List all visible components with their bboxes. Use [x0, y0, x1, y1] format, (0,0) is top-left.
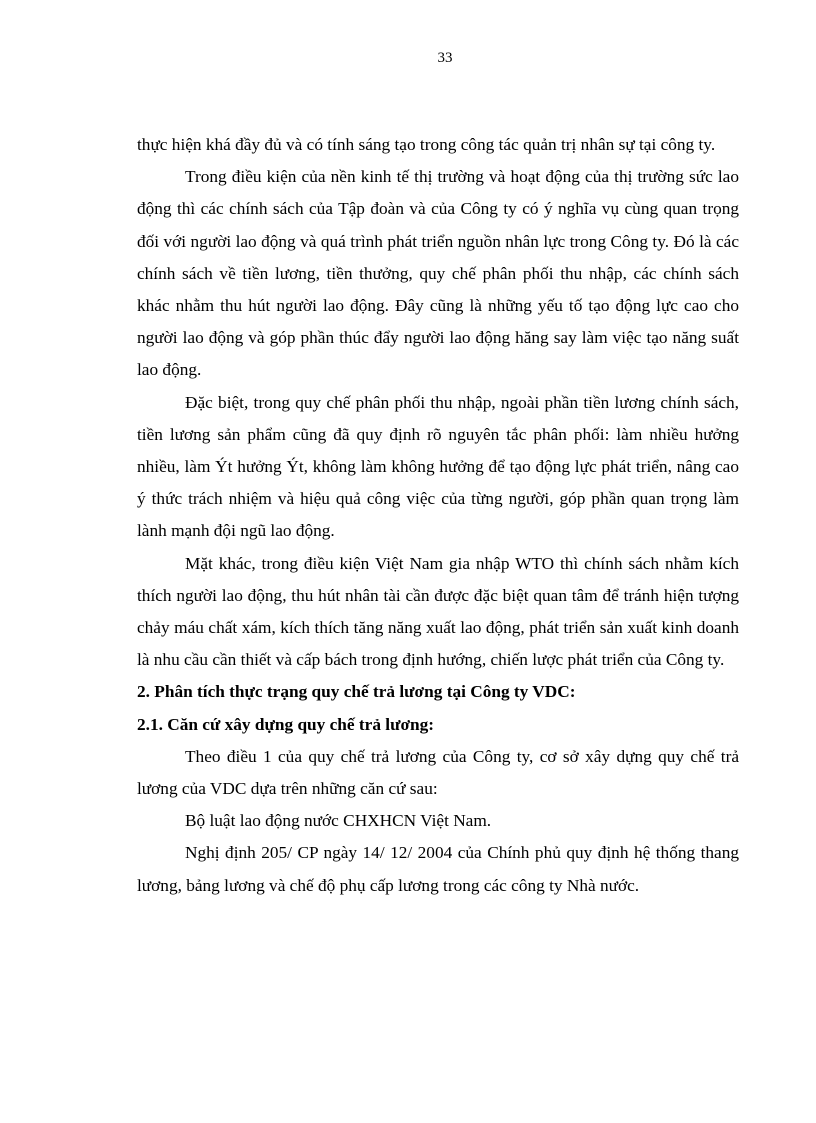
page-number: 33 — [437, 50, 453, 66]
section-heading: 2. Phân tích thực trạng quy chế trả lương tại Công ty VDC: — [137, 682, 576, 702]
paragraph: Theo điều 1 của quy chế trả lương của Công ty, cơ sở xây dựng quy chế trả lương của VDC dựa trên những căn cứ sau: — [137, 746, 739, 799]
subsection-heading: 2.1. Căn cứ xây dựng quy chế trả lương: — [137, 714, 435, 734]
paragraph-continuation: thực hiện khá đầy đủ và có tính sáng tạo trong công tác quản trị nhân sự tại công ty. — [137, 135, 716, 154]
paragraph: Mặt khác, trong điều kiện Việt Nam gia nhập WTO thì chính sách nhằm kích thích người lao động, thu hút nhân tài cần được đặc biệt quan tâm để tránh hiện tượng chảy máu chất xám, kích thích tăng năng xuất lao động, phát triển sản xuất kinh doanh là nhu cầu cần thiết và cấp bách trong định hướng, chiến lược phát triển của Công ty. — [137, 553, 739, 670]
paragraph: Nghị định 205/ CP ngày 14/ 12/ 2004 của Chính phủ quy định hệ thống thang lương, bảng lương và chế độ phụ cấp lương trong các công ty Nhà nước. — [137, 843, 739, 895]
document-body — [137, 129, 739, 902]
paragraph: Bộ luật lao động nước CHXHCN Việt Nam. — [185, 811, 492, 831]
paragraph: Đặc biệt, trong quy chế phân phối thu nhập, ngoài phần tiền lương chính sách, tiền lương sản phẩm cũng đã quy định rõ nguyên tắc phân phối: làm nhiều hưởng nhiều, làm Ýt hưởng Ýt, không làm không hưởng để tạo động lực phát triển, nâng cao ý thức trách nhiệm và hiệu quả công việc của từng người, góp phần quan trọng làm lành mạnh đội ngũ lao động. — [137, 392, 739, 541]
paragraph: Trong điều kiện của nền kinh tế thị trường và hoạt động của thị trường sức lao động thì các chính sách của Tập đoàn và của Công ty có ý nghĩa vụ cùng quan trọng đối với người lao động và quá trình phát triển nguồn nhân lực trong Công ty. Đó là các chính sách về tiền lương, tiền thưởng, quy chế phân phối thu nhập, các chính sách khác nhằm thu hút người lao động. Đây cũng là những yếu tố tạo động lực cao cho người lao động và góp phần thúc đẩy người lao động hăng say làm việc tạo năng suất lao động. — [137, 167, 739, 380]
